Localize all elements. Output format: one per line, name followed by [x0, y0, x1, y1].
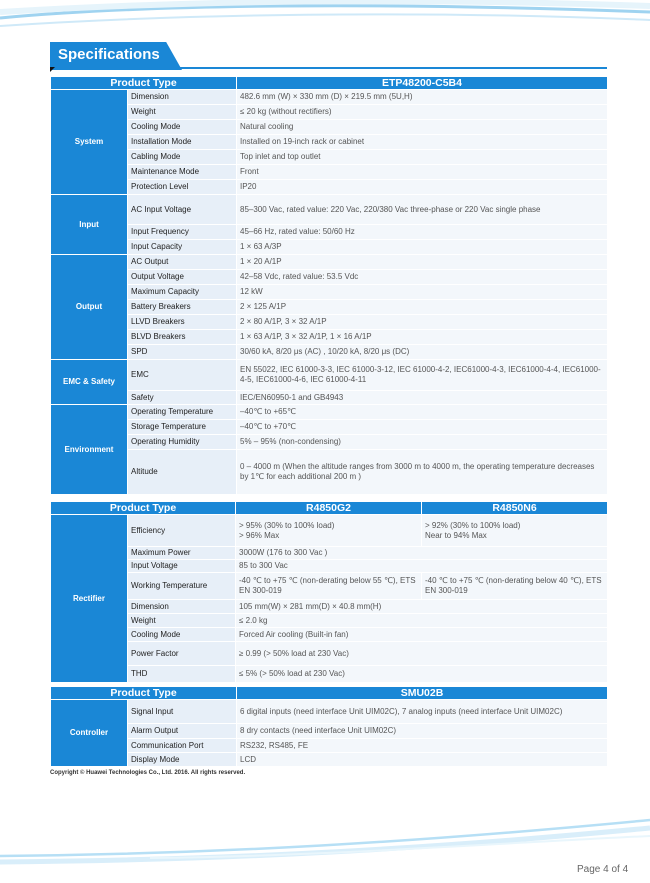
category-controller: Controller [51, 700, 128, 767]
row-label: Efficiency [128, 515, 236, 547]
table-row [51, 90, 608, 105]
category-rectifier: Rectifier [51, 515, 128, 683]
row-value: IEC/EN60950-1 and GB4943 [237, 391, 608, 405]
category-emc-safety: EMC & Safety [51, 360, 128, 405]
row-label: Cooling Mode [128, 120, 237, 135]
row-label: Weight [128, 105, 237, 120]
row-value: 1 × 63 A/1P, 3 × 32 A/1P, 1 × 16 A/1P [237, 330, 608, 345]
table-row [51, 600, 608, 614]
table-header-row [51, 687, 608, 700]
row-value: ≤ 5% (> 50% load at 230 Vac) [236, 666, 608, 683]
row-label: Altitude [128, 450, 237, 495]
table-row [51, 225, 608, 240]
row-value: 0 – 4000 m (When the altitude ranges from 3000 m to 4000 m, the operating temperature decreases by 1℃ for each additional 200 m ) [237, 450, 608, 495]
table-row [51, 642, 608, 666]
row-value: 42–58 Vdc, rated value: 53.5 Vdc [237, 270, 608, 285]
row-value: Natural cooling [237, 120, 608, 135]
row-label: Dimension [128, 600, 236, 614]
row-value: 482.6 mm (W) × 330 mm (D) × 219.5 mm (5U,H) [237, 90, 608, 105]
table-row [51, 150, 608, 165]
table-row [51, 700, 608, 724]
row-label: Dimension [128, 90, 237, 105]
footer-wave-decoration [0, 800, 650, 883]
table-row [51, 420, 608, 435]
row-label: Protection Level [128, 180, 237, 195]
table-row [51, 391, 608, 405]
table-row [51, 285, 608, 300]
table-row [51, 515, 608, 547]
row-value: 2 × 80 A/1P, 3 × 32 A/1P [237, 315, 608, 330]
row-value: 8 dry contacts (need interface Unit UIM02C) [237, 724, 608, 739]
row-value-a: -40 ℃ to +75 ℃ (non-derating below 55 ℃), ETS EN 300-019 [236, 573, 422, 600]
row-label: Maximum Power [128, 547, 236, 560]
table-row [51, 547, 608, 560]
row-label: BLVD Breakers [128, 330, 237, 345]
row-value: Installed on 19-inch rack or cabinet [237, 135, 608, 150]
copyright-notice: Copyright © Huawei Technologies Co., Ltd. 2016. All rights reserved. [50, 770, 246, 776]
table-row [51, 450, 608, 495]
table-row [51, 330, 608, 345]
table-row [51, 614, 608, 628]
category-system: System [51, 90, 128, 195]
product-type-label: Product Type [51, 502, 236, 515]
row-value: IP20 [237, 180, 608, 195]
table-row [51, 135, 608, 150]
row-label: Communication Port [128, 739, 237, 753]
row-label: Cooling Mode [128, 628, 236, 642]
row-value: –40℃ to +65℃ [237, 405, 608, 420]
category-output: Output [51, 255, 128, 360]
row-label: Installation Mode [128, 135, 237, 150]
row-value: ≤ 20 kg (without rectifiers) [237, 105, 608, 120]
row-label: Cabling Mode [128, 150, 237, 165]
row-label: Input Capacity [128, 240, 237, 255]
row-label: Power Factor [128, 642, 236, 666]
row-label: Output Voltage [128, 270, 237, 285]
product-model-a: R4850G2 [236, 502, 422, 515]
table-row [51, 360, 608, 391]
row-label: Safety [128, 391, 237, 405]
row-value: EN 55022, IEC 61000-3-3, IEC 61000-3-12, IEC 61000-4-2, IEC61000-4-3, IEC61000-4-4, IEC61000-4-5, IEC61000-4-6, IEC 61000-4-11 [237, 360, 608, 391]
row-label: AC Input Voltage [128, 195, 237, 225]
row-label: Operating Humidity [128, 435, 237, 450]
table-row [51, 666, 608, 683]
row-label: AC Output [128, 255, 237, 270]
table-row [51, 628, 608, 642]
table-row [51, 739, 608, 753]
row-value: 2 × 125 A/1P [237, 300, 608, 315]
row-label: Signal Input [128, 700, 237, 724]
table-header-row [51, 502, 608, 515]
title-corner-mark [50, 67, 55, 72]
table-row [51, 315, 608, 330]
row-value: ≤ 2.0 kg [236, 614, 608, 628]
row-value: LCD [237, 753, 608, 767]
row-label: SPD [128, 345, 237, 360]
row-value: 45–66 Hz, rated value: 50/60 Hz [237, 225, 608, 240]
row-label: Battery Breakers [128, 300, 237, 315]
product-model: ETP48200-C5B4 [237, 77, 608, 90]
row-value: 5% – 95% (non-condensing) [237, 435, 608, 450]
row-value: 105 mm(W) × 281 mm(D) × 40.8 mm(H) [236, 600, 608, 614]
row-label: Display Mode [128, 753, 237, 767]
table-row [51, 240, 608, 255]
row-value: Front [237, 165, 608, 180]
row-label: Maintenance Mode [128, 165, 237, 180]
title-underline [180, 67, 607, 69]
row-label: LLVD Breakers [128, 315, 237, 330]
table-row [51, 105, 608, 120]
row-label: Working Temperature [128, 573, 236, 600]
page-number: Page 4 of 4 [577, 864, 629, 875]
product-model-b: R4850N6 [422, 502, 608, 515]
row-label: Alarm Output [128, 724, 237, 739]
table-row [51, 195, 608, 225]
row-value-b: -40 ℃ to +75 ℃ (non-derating below 40 ℃), ETS EN 300-019 [422, 573, 608, 600]
rectifier-spec-table [50, 501, 608, 683]
row-label: Operating Temperature [128, 405, 237, 420]
row-label: EMC [128, 360, 237, 391]
table-row [51, 345, 608, 360]
table-row [51, 270, 608, 285]
row-value: 85–300 Vac, rated value: 220 Vac, 220/380 Vac three-phase or 220 Vac single phase [237, 195, 608, 225]
product-model: SMU02B [237, 687, 608, 700]
table-row [51, 165, 608, 180]
category-input: Input [51, 195, 128, 255]
row-value: 12 kW [237, 285, 608, 300]
row-value: 1 × 20 A/1P [237, 255, 608, 270]
table-row [51, 753, 608, 767]
row-value-a: > 95% (30% to 100% load) > 96% Max [236, 515, 422, 547]
row-value: ≥ 0.99 (> 50% load at 230 Vac) [236, 642, 608, 666]
controller-spec-table [50, 686, 608, 767]
category-environment: Environment [51, 405, 128, 495]
page-title: Specifications [58, 46, 160, 63]
row-value: RS232, RS485, FE [237, 739, 608, 753]
table-row [51, 300, 608, 315]
product-type-label: Product Type [51, 77, 237, 90]
table-row [51, 255, 608, 270]
row-label: Input Voltage [128, 560, 236, 573]
row-value: 6 digital inputs (need interface Unit UIM02C), 7 analog inputs (need interface Unit UIM02C) [237, 700, 608, 724]
row-value: 1 × 63 A/3P [237, 240, 608, 255]
row-label: Maximum Capacity [128, 285, 237, 300]
row-value: Forced Air cooling (Built-in fan) [236, 628, 608, 642]
table-header-row [51, 77, 608, 90]
product-type-label: Product Type [51, 687, 237, 700]
table-row [51, 405, 608, 420]
table-row [51, 573, 608, 600]
table-row [51, 435, 608, 450]
row-value-b: > 92% (30% to 100% load) Near to 94% Max [422, 515, 608, 547]
row-value: Top inlet and top outlet [237, 150, 608, 165]
row-label: Storage Temperature [128, 420, 237, 435]
table-row [51, 120, 608, 135]
row-value: 85 to 300 Vac [236, 560, 608, 573]
row-value: –40℃ to +70℃ [237, 420, 608, 435]
system-spec-table [50, 76, 608, 495]
row-value: 30/60 kA, 8/20 μs (AC) , 10/20 kA, 8/20 μs (DC) [237, 345, 608, 360]
row-label: Weight [128, 614, 236, 628]
table-row [51, 560, 608, 573]
row-value: 3000W (176 to 300 Vac ) [236, 547, 608, 560]
table-row [51, 180, 608, 195]
table-row [51, 724, 608, 739]
row-label: Input Frequency [128, 225, 237, 240]
row-label: THD [128, 666, 236, 683]
